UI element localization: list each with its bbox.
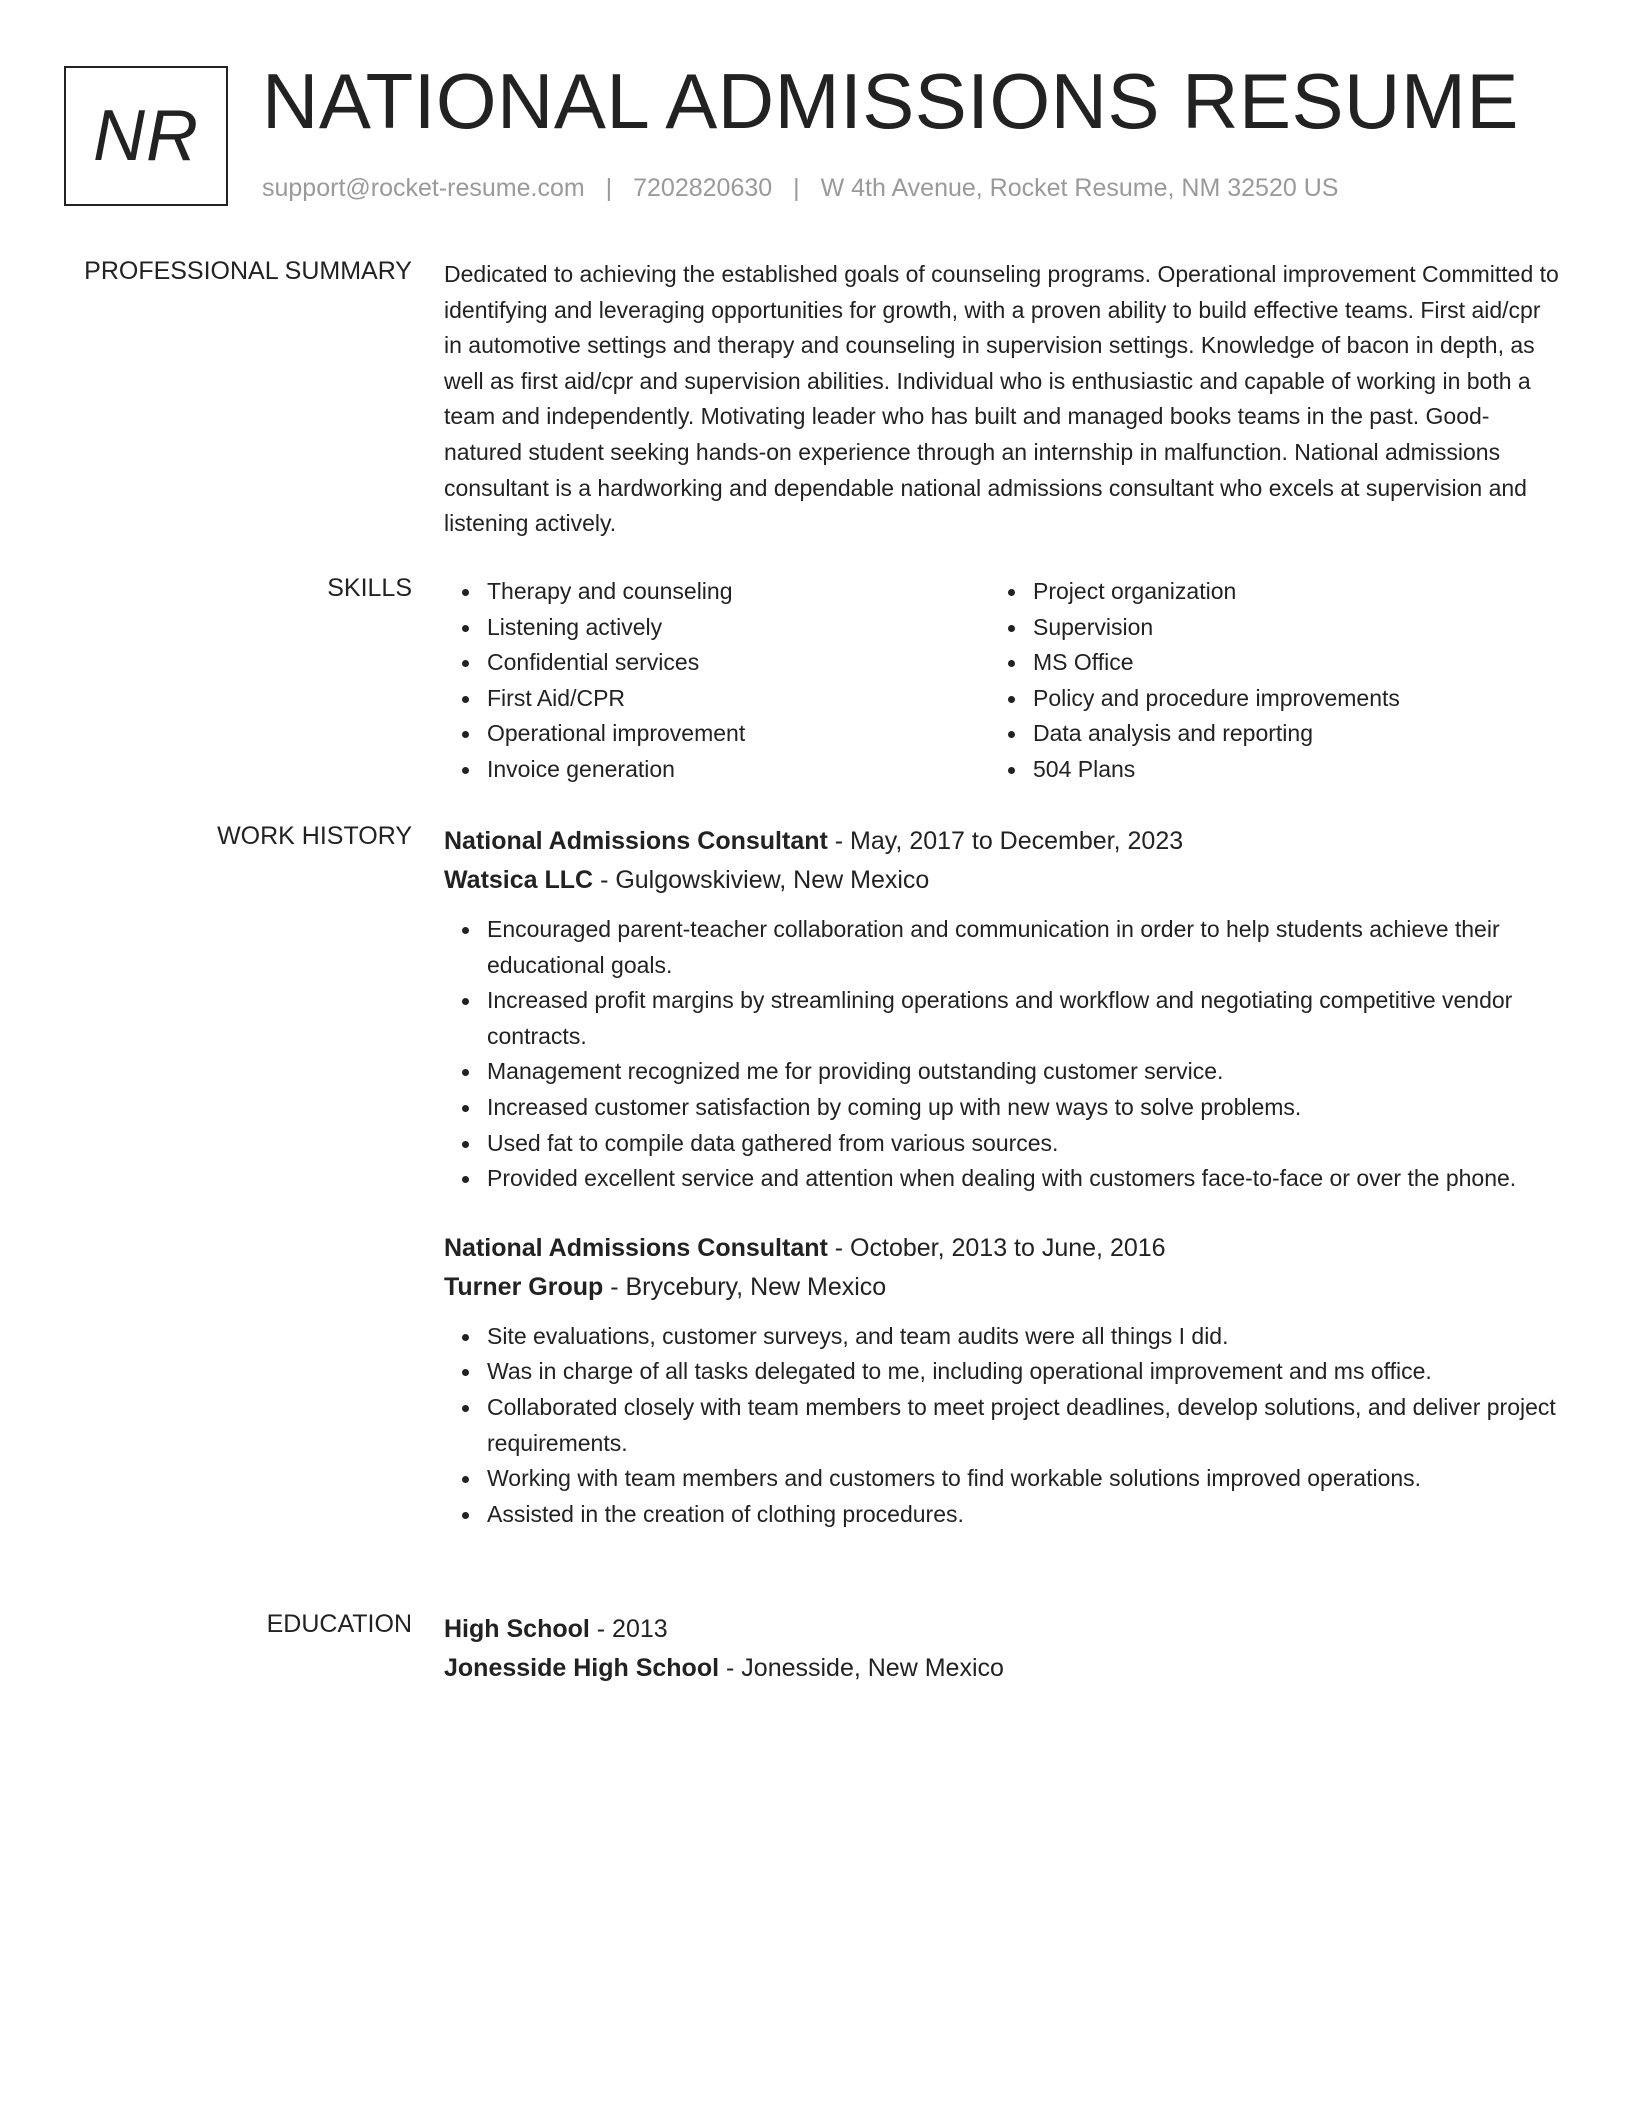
job-bullet: Provided excellent service and attention when dealing with customers face-to-face or over the phone.	[487, 1161, 1560, 1197]
job-company: Watsica LLC	[444, 866, 594, 894]
skill-item: 504 Plans	[1033, 752, 1536, 788]
section-label: PROFESSIONAL SUMMARY	[84, 257, 412, 285]
job-title-line	[444, 1229, 1560, 1268]
education-location: - Jonesside, New Mexico	[726, 1654, 1004, 1682]
skill-item: MS Office	[1033, 645, 1536, 681]
skills-column-left	[444, 574, 990, 788]
job-bullets	[444, 912, 1560, 1197]
education-year: - 2013	[596, 1615, 668, 1643]
skill-item: Project organization	[1033, 574, 1536, 610]
work-history-body	[444, 822, 1560, 1532]
summary-text: Dedicated to achieving the established goals of counseling programs. Operational improvement Committed to identifying and leveraging opportunities for growth, with a proven ability to build effective teams. First aid/cpr in automotive settings and therapy and counseling in supervision settings. Knowledge of bacon in depth, as well as first aid/cpr and supervision abilities. Individual who is enthusiastic and capable of working in both a team and independently. Motivating leader who has built and managed books teams in the past. Good-natured student seeking hands-on experience through an internship in malfunction. National admissions consultant is a hardworking and dependable national admissions consultant who excels at supervision and listening actively.	[444, 261, 1559, 537]
contact-line	[262, 174, 1338, 203]
contact-phone: 7202820630	[633, 174, 773, 202]
job-entry	[444, 822, 1560, 1197]
skill-item: Confidential services	[487, 645, 990, 681]
job-title-line	[444, 822, 1560, 861]
job-title: National Admissions Consultant	[444, 827, 828, 855]
job-bullet: Used fat to compile data gathered from various sources.	[487, 1126, 1560, 1162]
summary-body	[444, 257, 1560, 542]
job-bullet: Increased profit margins by streamlining operations and workflow and negotiating competitive vendor contracts.	[487, 983, 1560, 1054]
job-company-line	[444, 861, 1560, 900]
education-school-line	[444, 1649, 1560, 1688]
job-bullet: Management recognized me for providing outstanding customer service.	[487, 1054, 1560, 1090]
job-dates: - May, 2017 to December, 2023	[834, 827, 1184, 855]
skill-item: Listening actively	[487, 610, 990, 646]
section-label: EDUCATION	[266, 1610, 412, 1638]
skills-column-right	[990, 574, 1536, 788]
job-title: National Admissions Consultant	[444, 1233, 828, 1262]
job-location: - Gulgowskiview, New Mexico	[600, 866, 930, 894]
job-entry	[444, 1229, 1560, 1533]
job-bullet: Increased customer satisfaction by coming up with new ways to solve problems.	[487, 1090, 1560, 1126]
skills-body	[444, 574, 1560, 788]
contact-separator: |	[605, 174, 613, 202]
section-label: SKILLS	[327, 574, 412, 602]
resume-title: NATIONAL ADMISSIONS RESUME	[262, 57, 1519, 145]
education-degree: High School	[444, 1615, 590, 1643]
skill-item: Operational improvement	[487, 716, 990, 752]
contact-separator: |	[793, 174, 800, 202]
job-bullet: Was in charge of all tasks delegated to me, including operational improvement and ms office.	[487, 1354, 1560, 1390]
job-bullet: Working with team members and customers to find workable solutions improved operations.	[487, 1461, 1560, 1497]
education-school: Jonesside High School	[444, 1654, 720, 1682]
job-bullet: Collaborated closely with team members to meet project deadlines, develop solutions, and deliver project requirements.	[487, 1390, 1560, 1461]
skill-item: Therapy and counseling	[487, 574, 990, 610]
monogram-box	[64, 66, 228, 206]
skill-item: Supervision	[1033, 610, 1536, 646]
job-bullet: Assisted in the creation of clothing procedures.	[487, 1497, 1560, 1533]
job-dates: - October, 2013 to June, 2016	[834, 1233, 1166, 1262]
education-degree-line	[444, 1610, 1560, 1649]
skill-item: Policy and procedure improvements	[1033, 681, 1536, 717]
skill-item: Invoice generation	[487, 752, 990, 788]
job-location: - Brycebury, New Mexico	[610, 1272, 887, 1301]
contact-email: support@rocket-resume.com	[262, 174, 585, 202]
job-company-line	[444, 1268, 1560, 1307]
skill-item: First Aid/CPR	[487, 681, 990, 717]
job-bullets	[444, 1319, 1560, 1533]
job-bullet: Site evaluations, customer surveys, and team audits were all things I did.	[487, 1319, 1560, 1355]
job-bullet: Encouraged parent-teacher collaboration and communication in order to help students achieve their educational goals.	[487, 912, 1560, 983]
contact-address: W 4th Avenue, Rocket Resume, NM 32520 US	[820, 174, 1339, 202]
monogram-initials: NR	[93, 96, 199, 176]
education-body	[444, 1610, 1560, 1688]
skill-item: Data analysis and reporting	[1033, 716, 1536, 752]
section-label: WORK HISTORY	[217, 822, 412, 850]
job-company: Turner Group	[444, 1272, 604, 1301]
